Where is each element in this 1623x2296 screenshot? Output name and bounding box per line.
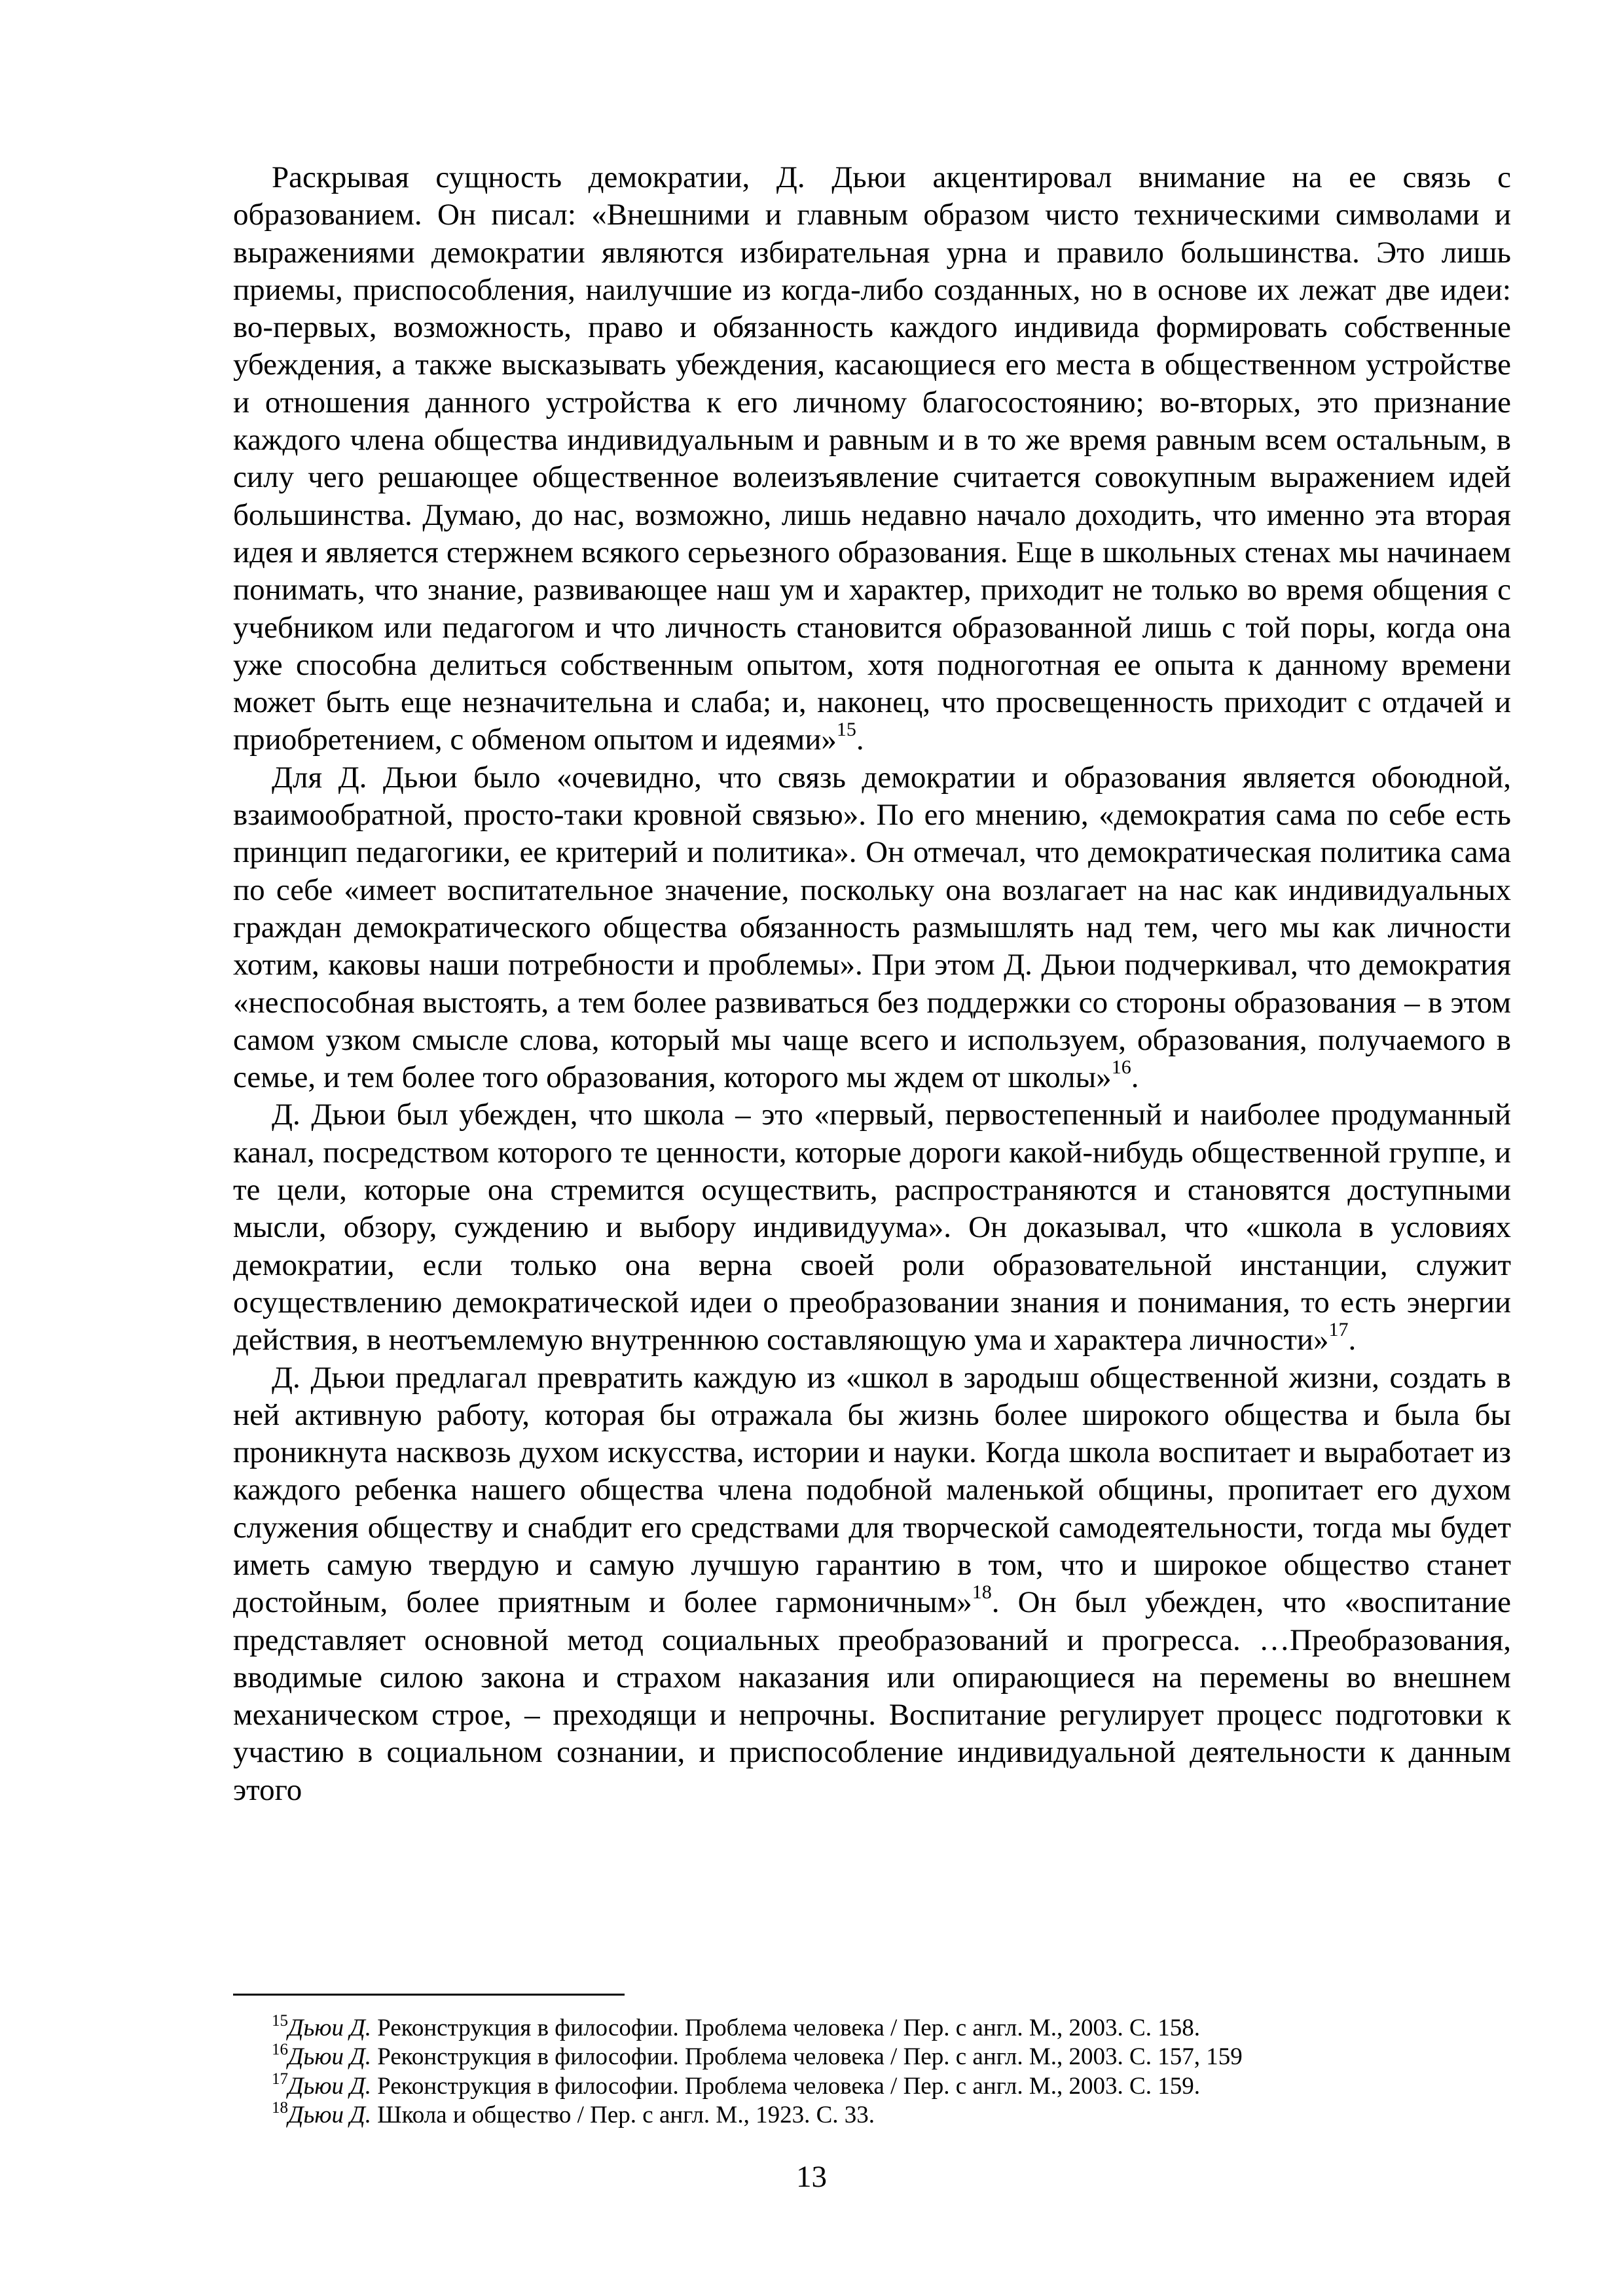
footnote-number: 16 bbox=[272, 2041, 288, 2059]
footnote-16 bbox=[272, 2043, 1511, 2072]
page-number: 13 bbox=[796, 2160, 827, 2194]
paragraph-text: Раскрывая сущность демократии, Д. Дьюи акцентировал внимание на ее связь с образованием. Он писал: «Внешними и главным образом чисто техническими символами и выражениями демократии являются избирательная урна и правило большинства. Это лишь приемы, приспособления, наилучшие из когда-либо созданных, но в основе их лежат две идеи: во-первых, возможность, право и обязанность каждого индивида формировать собственные убеждения, а также высказывать убеждения, касающиеся его места в общественном устройстве и отношения данного устройства к его личному благосостоянию; во-вторых, это признание каждого члена общества индивидуальным и равным и в то же время равным всем остальным, в силу чего решающее общественное волеизъявление считается совокупным выражением идей большинства. Думаю, до нас, возможно, лишь недавно начало доходить, что именно эта вторая идея и является стержнем всякого серьезного образования. Еще в школьных стенах мы начинаем понимать, что знание, развивающее наш ум и характер, приходит не только во время общения с учебником или педагогом и что личность становится образованной лишь с той поры, когда она уже способна делиться собственным опытом, хотя подноготная ее опыта к данному времени может быть еще незначительна и слаба; и, наконец, что просвещенность приходит с отдачей и приобретением, с обменом опытом и идеями» bbox=[233, 160, 1511, 757]
footnote-text: Реконструкция в философии. Проблема человека / Пер. с англ. М., 2003. С. 158. bbox=[371, 2015, 1200, 2041]
footnote-author: Дьюи Д. bbox=[288, 2072, 372, 2100]
paragraph-tail: . Он был убежден, что «воспитание представляет основной метод социальных преобразований и прогресса. …Преобразования, вводимые силою закона и страхом наказания или опирающиеся на перемены во внешнем механическом строе, – преходящи и непрочны. Воспитание регулирует процесс подготовки к участию в социальном сознании, и приспособление индивидуальной деятельности к данным этого bbox=[233, 1585, 1511, 1807]
footnote-17 bbox=[272, 2072, 1511, 2101]
footnote-text: Реконструкция в философии. Проблема человека / Пер. с англ. М., 2003. С. 157, 159 bbox=[371, 2043, 1243, 2071]
main-text bbox=[233, 159, 1511, 1809]
footnote-ref-18[interactable]: 18 bbox=[972, 1581, 992, 1604]
paragraph-tail: . bbox=[1131, 1060, 1139, 1095]
paragraph-tail: . bbox=[1348, 1323, 1357, 1357]
footnote-author: Дьюи Д. bbox=[288, 2015, 372, 2041]
paragraph-3 bbox=[233, 1096, 1511, 1359]
footnote-text: Школа и общество / Пер. с англ. М., 1923. С. 33. bbox=[371, 2102, 875, 2129]
paragraph-4 bbox=[233, 1359, 1511, 1810]
footnote-author: Дьюи Д. bbox=[288, 2102, 372, 2129]
paragraph-text: Д. Дьюи был убежден, что школа – это «первый, первостепенный и наиболее продуманный канал, посредством которого те ценности, которые дороги какой-нибудь общественной группе, и те цели, которые она стремится осуществить, распространяются и становятся доступными мысли, обзору, суждению и выбору индивидуума». Он доказывал, что «школа в условиях демократии, если только она верна своей роли образовательной инстанции, служит осуществлению демократической идеи о преобразовании знания и понимания, то есть энергии действия, в неотъемлемую внутреннюю составляющую ума и характера личности» bbox=[233, 1098, 1511, 1357]
paragraph-text: Для Д. Дьюи было «очевидно, что связь демократии и образования является обоюдной, взаимообратной, просто-таки кровной связью». По его мнению, «демократия сама по себе есть принцип педагогики, ее критерий и политика». Он отмечал, что демократическая политика сама по себе «имеет воспитательное значение, поскольку она возлагает на нас как индивидуальных граждан демократического общества обязанность размышлять над тем, чего мы как личности хотим, каковы наши потребности и проблемы». При этом Д. Дьюи подчеркивал, что демократия «неспособная выстоять, а тем более развиваться без поддержки со стороны образования – в этом самом узком смысле слова, который мы чаще всего и используем, образования, получаемого в семье, и тем более того образования, которого мы ждем от школы» bbox=[233, 760, 1511, 1095]
footnote-ref-17[interactable]: 17 bbox=[1328, 1319, 1349, 1341]
footnote-number: 15 bbox=[272, 2012, 288, 2030]
footnote-author: Дьюи Д. bbox=[288, 2043, 372, 2071]
footnote-18 bbox=[272, 2101, 1511, 2130]
paragraph-text: Д. Дьюи предлагал превратить каждую из «школ в зародыш общественной жизни, создать в ней активную работу, которая бы отражала бы жизнь более широкого общества и была бы проникнута насквозь духом искусства, истории и науки. Когда школа воспитает и выработает из каждого ребенка нашего общества члена подобной маленькой общины, пропитает его духом служения обществу и снабдит его средствами для творческой самодеятельности, тогда мы будет иметь самую твердую и самую лучшую гарантию в том, что и широкое общество станет достойным, более приятным и более гармоничным» bbox=[233, 1360, 1511, 1620]
footnote-text: Реконструкция в философии. Проблема человека / Пер. с англ. М., 2003. С. 159. bbox=[371, 2072, 1200, 2100]
footnote-number: 18 bbox=[272, 2099, 288, 2117]
footnote-number: 17 bbox=[272, 2070, 288, 2088]
footnotes-section bbox=[272, 2014, 1511, 2130]
paragraph-1 bbox=[233, 159, 1511, 759]
paragraph-2 bbox=[233, 759, 1511, 1097]
footnote-separator bbox=[233, 1994, 625, 1996]
footnote-ref-15[interactable]: 15 bbox=[836, 719, 856, 741]
paragraph-tail: . bbox=[856, 723, 864, 757]
footnote-ref-16[interactable]: 16 bbox=[1111, 1056, 1131, 1079]
footnote-15 bbox=[272, 2014, 1511, 2043]
